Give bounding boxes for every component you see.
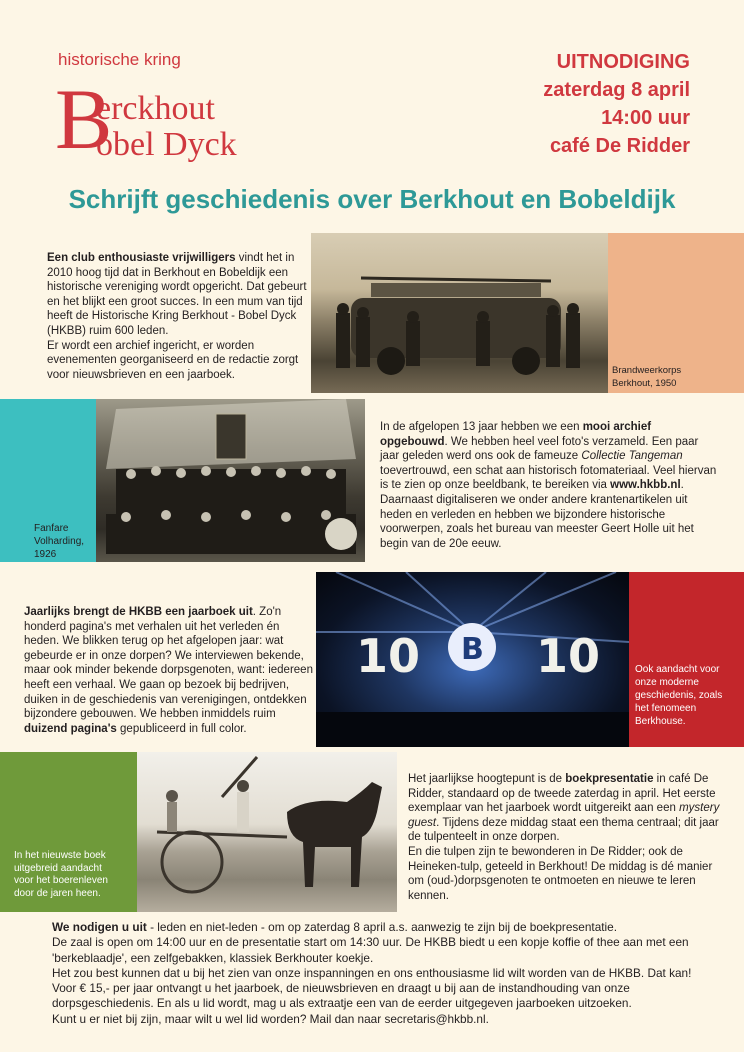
invitation-block [543,48,690,160]
intro-paragraph [47,251,309,382]
presentation-italic: mystery guest [408,802,720,829]
photo-berkhouse [316,572,629,747]
photo-caption-farming: In het nieuwste boek uitgebreid aandacht voor het boerenleven door de jaren heen. [14,850,108,899]
logo-line-1: erckhout [96,90,215,127]
yearbook-text: gepubliceerd in full color. [116,722,247,735]
photo-farming [137,752,397,912]
caption-line: 1926 [34,549,57,560]
presentation-bold: boekpresentatie [565,773,654,785]
photo-caption-fire-brigade [612,365,681,390]
invitation-details [52,920,712,1027]
yearbook-bold: duizend pagina's [24,722,117,735]
archive-text: In de afgelopen 13 jaar hebben we een [380,421,583,433]
fanfare-illustration [96,399,365,562]
page-headline: Schrijft geschiedenis over Berkhout en Bobeldijk [68,184,676,214]
yearbook-bold: Jaarlijks brengt de HKBB een jaarboek uit [24,606,253,618]
intro-text-2: Er wordt een archief ingericht, er worden evenementen georganiseerd en de redactie zorgt voor nieuwsbrieven en een jaarboek. [47,339,299,381]
website-link[interactable]: www.hkbb.nl [610,479,681,492]
archive-text: toevertrouwd, een schat aan historisch fotomateriaal. Veel hiervan is te zien op onze beeldbank, te bereiken via [380,464,717,492]
fire-brigade-illustration [311,233,608,393]
photo-fanfare [96,399,365,562]
archive-text: . We hebben heel veel foto's verzameld. Een paar jaar geleden werd ons ook de fameuze [380,435,699,463]
archive-text: . Daarnaast digitaliseren we onder andere krantenartikelen uit heden en verleden en hebben we bijzondere historische voorwerpen, zoals het bureau van meester Geert Holle uit het begin van de 20e eeuw. [380,479,694,550]
archive-bold: mooi archief opgebouwd [380,421,652,448]
invitation-title: UITNODIGING [556,51,690,73]
presentation-text: . Tijdens deze middag staat een thema centraal; dit jaar de tulpenteelt in onze dorpen. [408,816,719,844]
invitation-line [52,920,712,935]
invitation-place: café De Ridder [549,135,690,157]
org-logo [55,71,285,167]
caption-line: Volharding, [34,536,85,547]
logo-big-letter: B [55,71,113,167]
intro-bold: Een club enthousiaste vrijwilligers [47,252,236,264]
archive-italic: Collectie Tangeman [581,450,683,463]
photo-caption-berkhouse: Ook aandacht voor onze moderne geschiedenis, zoals het fenomeen Berkhouse. [635,664,723,727]
caption-line: Fanfare [34,523,69,534]
intro-text: vindt het in 2010 hoog tijd dat in Berkhout en Bobeldijk een historische vereniging wordt opgericht. Dat gebeurt en het blijkt een groot succes. In een mum van tijd heeft de Historische Kring Berkhout - Bobel Dyck (HKBB) ruim 600 leden. [47,252,307,337]
presentation-text: Het jaarlijkse hoogtepunt is de [408,773,566,785]
invitation-time: 14:00 uur [601,107,690,129]
archive-paragraph [380,420,720,551]
stage-number-right: 10 [536,629,601,683]
invitation-text: - leden en niet-leden - om op zaterdag 8 april a.s. aanwezig te zijn bij de boekpresentatie. [146,920,618,934]
invitation-line: De zaal is open om 14:00 uur en de presentatie start om 14:30 uur. De HKBB biedt u een kopje koffie of thee aan met een 'berkeblaadje', een zelfgebakken, klassiek Berkhouter koekje. [52,935,689,965]
invitation-line: Het zou best kunnen dat u bij het zien van onze inspanningen en ons enthousiasme lid wilt worden van de HKBB. Dat kan! Voor € 15,- per jaar ontvangt u het jaarboek, de nieuwsbrieven en draagt u bij aan de instandhouding van onze dorpsgeschiedenis. En als u lid wordt, mag u als extraatje een van de eerder uitgegeven jaarboeken uitzoeken. [52,965,692,1011]
stage-number-left: 10 [356,629,421,683]
farming-illustration [137,752,397,912]
presentation-text: in café De Ridder, standaard op de tweede zaterdag in april. Het eerste exemplaar van het jaarboek wordt uitgereikt aan een [408,773,716,815]
caption-line: Berkhout, 1950 [612,377,677,389]
photo-caption-fanfare [34,522,84,561]
yearbook-paragraph [24,605,314,736]
caption-line: Brandweerkorps [612,365,682,376]
photo-fire-brigade [311,233,608,393]
berkhouse-illustration [316,572,629,747]
presentation-paragraph [408,772,728,903]
yearbook-text: . Zo'n honderd pagina's met verhalen uit het verleden én heden. We blikken terug op het afgelopen jaar: wat gebeurde er in onze dorpen? We interviewen bekende, maar ook minder bekende dorpsgenoten, want: iedereen heeft een verhaal. We gaan op bezoek bij bedrijven, duiken in de geschiedenis van verenigingen, ontdekken bijzondere gebouwen. We hebben inmiddels ruim [24,606,313,721]
invitation-bold: We nodigen u uit [52,920,147,934]
presentation-text: En die tulpen zijn te bewonderen in De Ridder; ook de Heineken-tulp, geteeld in Berkhout! De middag is dé manier om (oud-)dorpsgenoten te ontmoeten en nieuwe te leren kennen. [408,845,713,902]
invitation-line: Kunt u er niet bij zijn, maar wilt u wel lid worden? Mail dan naar secretaris@hkbb.nl. [52,1011,489,1026]
stage-logo-letter: B [461,632,484,667]
logo-line-2: obel Dyck [96,126,237,163]
invitation-date: zaterdag 8 april [543,79,690,101]
org-tagline: historische kring [58,50,181,69]
